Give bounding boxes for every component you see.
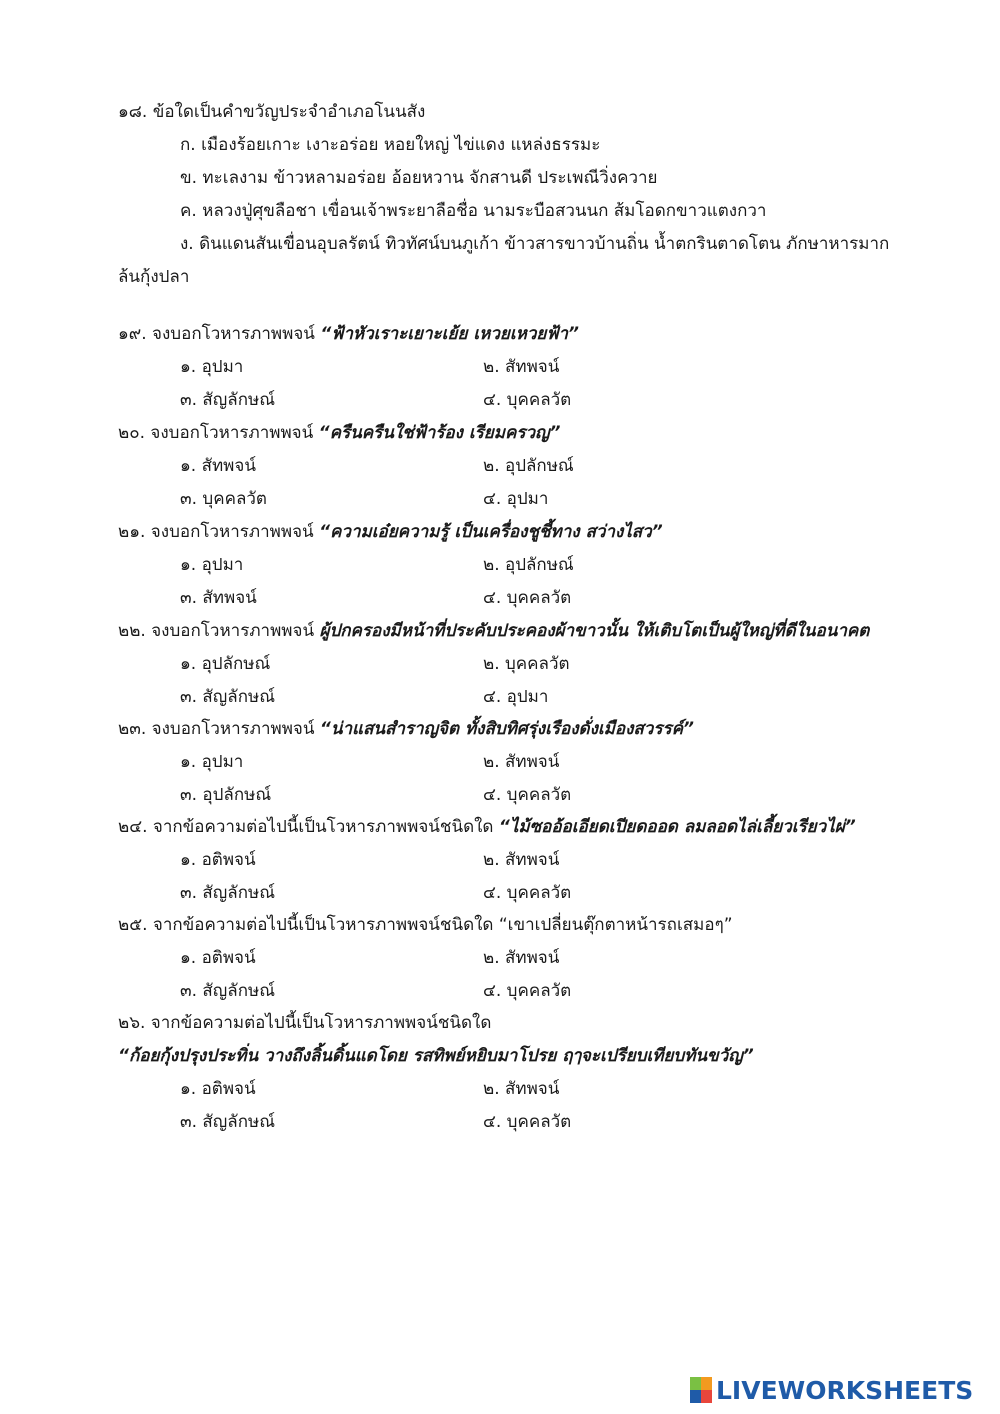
question-24: ๒๔. จากข้อความต่อไปนี้เป็นโวหารภาพพจน์ชนิดใด “ไม้ซออ้อเอียดเปียดออด ลมลอดไล่เลี้ยวเรียวไผ่” (118, 817, 856, 837)
q24-option-4: ๔. บุคคลวัต (483, 883, 572, 903)
q25-option-1: ๑. อติพจน์ (180, 948, 256, 968)
q20-option-1: ๑. สัทพจน์ (180, 456, 256, 476)
q25-option-4: ๔. บุคคลวัต (483, 981, 572, 1001)
q22-option-3: ๓. สัญลักษณ์ (180, 687, 275, 707)
q19-option-4: ๔. บุคคลวัต (483, 390, 572, 410)
q26-option-4: ๔. บุคคลวัต (483, 1112, 572, 1132)
q23-option-4: ๔. บุคคลวัต (483, 785, 572, 805)
q20-option-2: ๒. อุปลักษณ์ (483, 456, 574, 476)
question-22: ๒๒. จงบอกโวหารภาพพจน์ ผู้ปกครองมีหน้าที่ประคับประคองผ้าขาวนั้น ให้เติบโตเป็นผู้ใหญ่ที่ดีในอนาคต (118, 621, 870, 641)
q18-option-b: ข. ทะเลงาม ข้าวหลามอร่อย อ้อยหวาน จักสานดี ประเพณีวิ่งควาย (180, 168, 658, 188)
q21-option-3: ๓. สัทพจน์ (180, 588, 257, 608)
q19-option-1: ๑. อุปมา (180, 357, 244, 377)
question-23: ๒๓. จงบอกโวหารภาพพจน์ “น่าแสนสำราญจิต ทั้งสิบทิศรุ่งเรืองดั่งเมืองสวรรค์” (118, 719, 694, 739)
liveworksheets-logo-text: LIVEWORKSHEETS (716, 1375, 974, 1405)
q21-option-4: ๔. บุคคลวัต (483, 588, 572, 608)
q18-option-d: ง. ดินแดนสันเขื่อนอุบลรัตน์ ทิวทัศน์บนภูเก้า ข้าวสารขาวบ้านถิ่น น้ำตกรินตาดโตน ภักษาหารมาก (180, 234, 890, 254)
question-25: ๒๕. จากข้อความต่อไปนี้เป็นโวหารภาพพจน์ชนิดใด “เขาเปลี่ยนตุ๊กตาหน้ารถเสมอๆ” (118, 915, 733, 935)
question-19: ๑๙. จงบอกโวหารภาพพจน์ “ฟ้าหัวเราะเยาะเย้ย เหวยเหวยฟ้า” (118, 324, 579, 344)
q22-option-1: ๑. อุปลักษณ์ (180, 654, 271, 674)
q25-option-2: ๒. สัทพจน์ (483, 948, 560, 968)
q24-option-2: ๒. สัทพจน์ (483, 850, 560, 870)
q22-option-4: ๔. อุปมา (483, 687, 549, 707)
question-21-quote: “ความเอ๋ยความรู้ เป็นเครื่องชูชี้ทาง สว่างไสว” (319, 522, 663, 542)
q24-option-1: ๑. อติพจน์ (180, 850, 256, 870)
q22-option-2: ๒. บุคคลวัต (483, 654, 570, 674)
question-25-quote: “เขาเปลี่ยนตุ๊กตาหน้ารถเสมอๆ” (498, 915, 733, 935)
q26-option-3: ๓. สัญลักษณ์ (180, 1112, 275, 1132)
question-23-quote: “น่าแสนสำราญจิต ทั้งสิบทิศรุ่งเรืองดั่งเมืองสวรรค์” (319, 719, 694, 739)
q26-option-2: ๒. สัทพจน์ (483, 1079, 560, 1099)
question-26: ๒๖. จากข้อความต่อไปนี้เป็นโวหารภาพพจน์ชนิดใด (118, 1013, 492, 1033)
q21-option-1: ๑. อุปมา (180, 555, 244, 575)
q20-option-4: ๔. อุปมา (483, 489, 549, 509)
q23-option-2: ๒. สัทพจน์ (483, 752, 560, 772)
liveworksheets-logo (690, 1375, 973, 1405)
question-21: ๒๑. จงบอกโวหารภาพพจน์ “ความเอ๋ยความรู้ เป็นเครื่องชูชี้ทาง สว่างไสว” (118, 522, 663, 542)
q26-option-1: ๑. อติพจน์ (180, 1079, 256, 1099)
question-18: ๑๘. ข้อใดเป็นคำขวัญประจำอำเภอโนนสัง (118, 102, 426, 122)
q18-option-c: ค. หลวงปู่ศุขลือชา เขื่อนเจ้าพระยาลือชื่อ นามระบือสวนนก ส้มโอดกขาวแตงกวา (180, 201, 767, 221)
question-26-quote: “ก้อยกุ้งปรุงประทิ่น วางถึงลิ้นดิ้นแดโดย รสทิพย์หยิบมาโปรย ฤๅจะเปรียบเทียบทันขวัญ” (118, 1046, 754, 1066)
question-19-quote: “ฟ้าหัวเราะเยาะเย้ย เหวยเหวยฟ้า” (320, 324, 579, 344)
q23-option-3: ๓. อุปลักษณ์ (180, 785, 272, 805)
q23-option-1: ๑. อุปมา (180, 752, 244, 772)
question-20-quote: “ครืนครืนใช่ฟ้าร้อง เรียมครวญ” (318, 423, 561, 443)
q18-option-d-continuation: ล้นกุ้งปลา (118, 267, 190, 287)
q19-option-3: ๓. สัญลักษณ์ (180, 390, 275, 410)
q19-option-2: ๒. สัทพจน์ (483, 357, 560, 377)
q24-option-3: ๓. สัญลักษณ์ (180, 883, 275, 903)
question-24-quote: “ไม้ซออ้อเอียดเปียดออด ลมลอดไล่เลี้ยวเรียวไผ่” (498, 817, 856, 837)
question-20: ๒๐. จงบอกโวหารภาพพจน์ “ครืนครืนใช่ฟ้าร้อง เรียมครวญ” (118, 423, 561, 443)
liveworksheets-logo-icon (690, 1377, 712, 1403)
q20-option-3: ๓. บุคคลวัต (180, 489, 267, 509)
q21-option-2: ๒. อุปลักษณ์ (483, 555, 574, 575)
question-22-quote: ผู้ปกครองมีหน้าที่ประคับประคองผ้าขาวนั้น ให้เติบโตเป็นผู้ใหญ่ที่ดีในอนาคต (319, 621, 870, 641)
q18-option-a: ก. เมืองร้อยเกาะ เงาะอร่อย หอยใหญ่ ไข่แดง แหล่งธรรมะ (180, 135, 601, 155)
q25-option-3: ๓. สัญลักษณ์ (180, 981, 275, 1001)
